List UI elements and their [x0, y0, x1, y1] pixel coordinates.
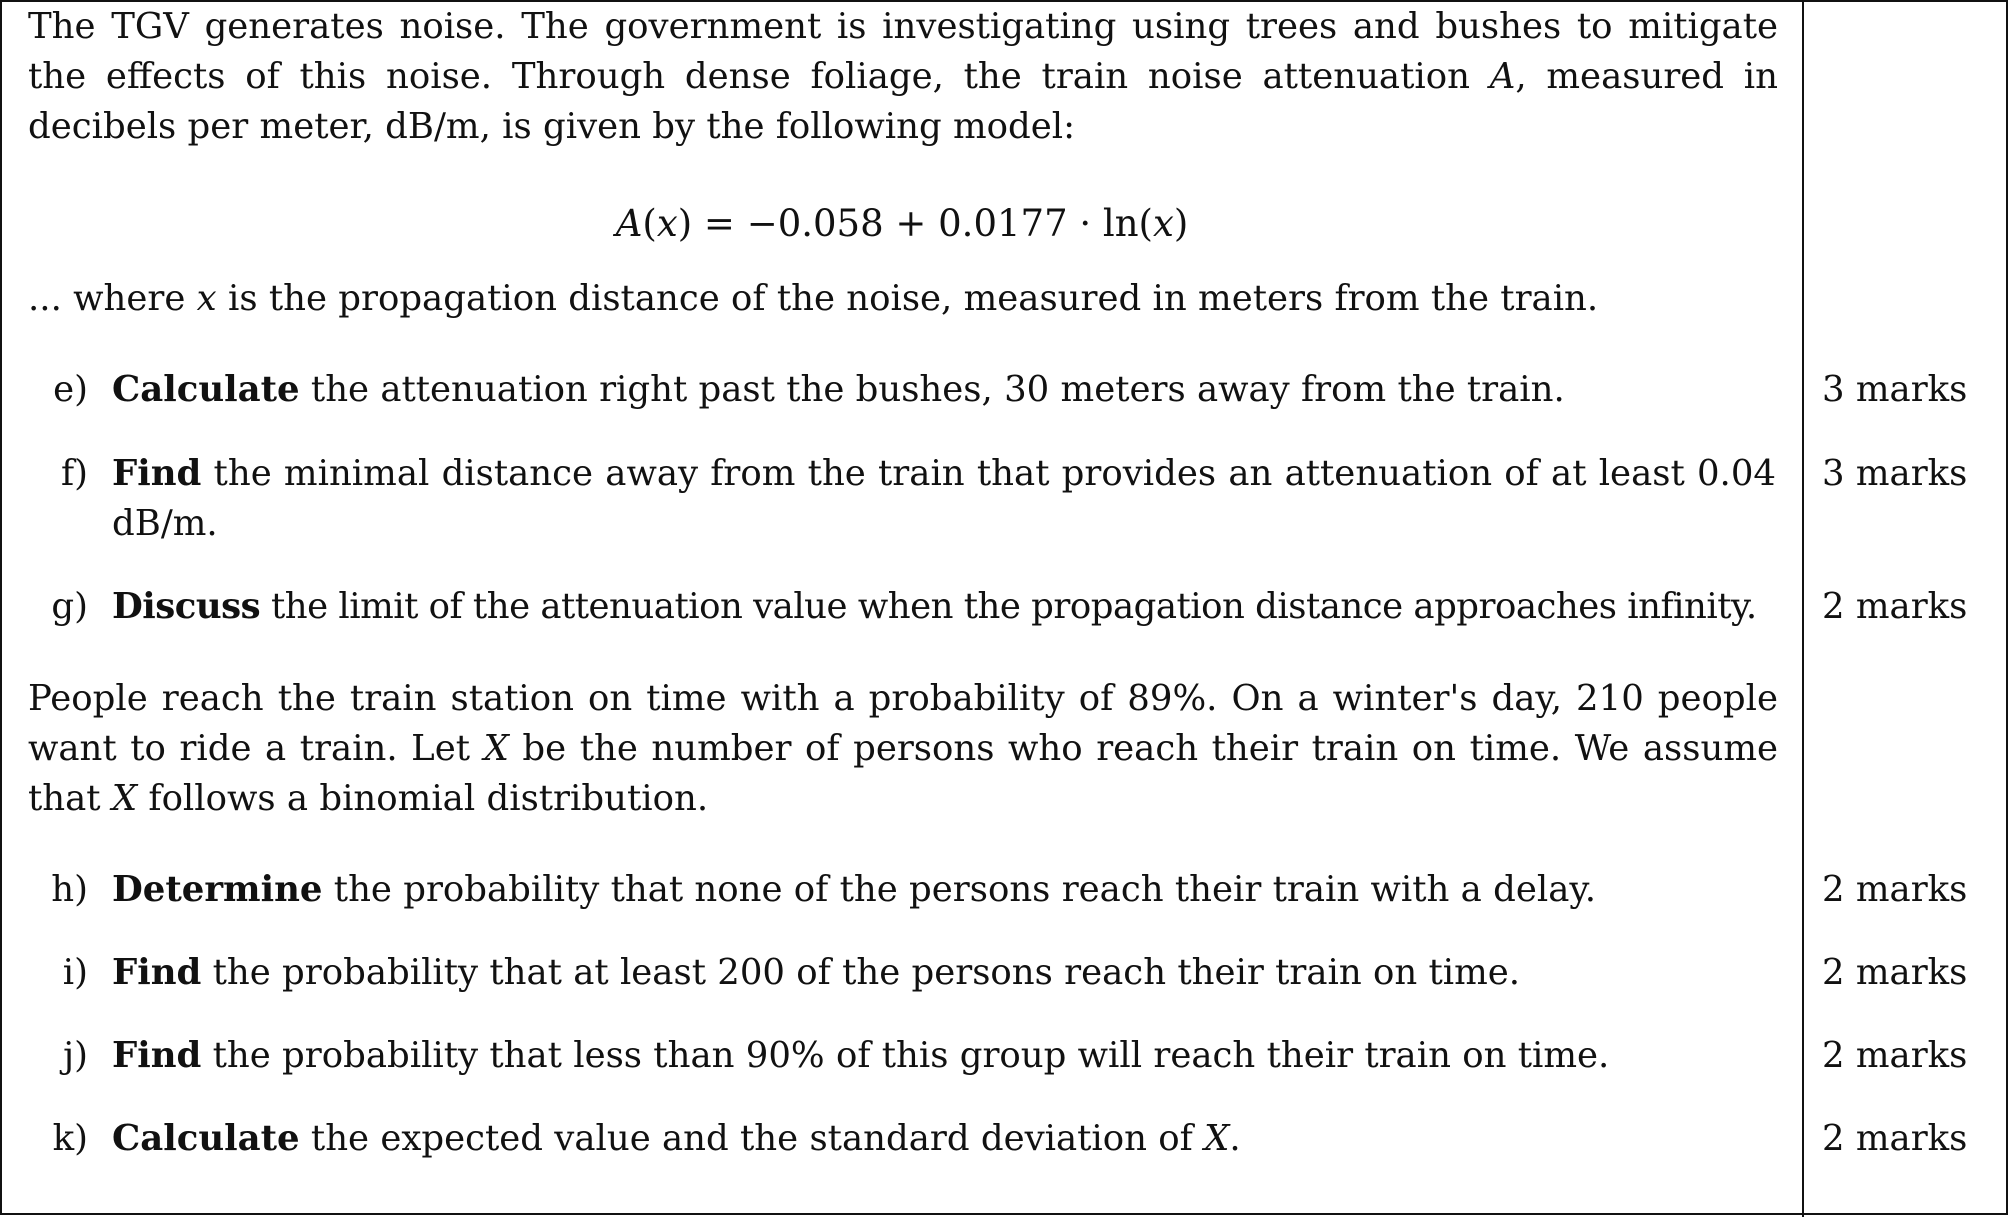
question-marks: 2 marks	[1822, 952, 1968, 993]
question-marks: 3 marks	[1822, 369, 1968, 410]
attenuation-formula	[2, 199, 1802, 249]
question-text	[112, 1031, 1776, 1081]
where-text-part: is the propagation distance of the noise, measured in meters from the train.	[216, 278, 1599, 319]
formula-part: (	[642, 202, 657, 245]
variable-a: A	[1489, 56, 1516, 97]
question-marks: 2 marks	[1822, 869, 1968, 910]
where-text-part: ... where	[28, 278, 197, 319]
question-verb: Calculate	[112, 1118, 300, 1159]
question-verb: Find	[112, 952, 202, 993]
question-body: the minimal distance away from the train that provides an attenuation of at least 0.04 dB/m.	[112, 453, 1776, 544]
where-line	[28, 274, 1778, 324]
intro-paragraph-noise	[28, 2, 1778, 152]
variable-x-capital: X	[1204, 1118, 1230, 1159]
question-verb: Calculate	[112, 369, 300, 410]
variable-x-capital: X	[483, 728, 509, 769]
question-marks: 2 marks	[1822, 1118, 1968, 1159]
question-body: the attenuation right past the bushes, 30 meters away from the train.	[299, 369, 1565, 410]
formula-x: x	[656, 202, 678, 245]
intro-text-part: be the number of persons who reach their train on time. We assume that	[28, 728, 1778, 819]
question-text	[112, 365, 1776, 415]
question-text	[112, 1114, 1776, 1164]
variable-x: x	[196, 278, 217, 319]
question-marks: 2 marks	[1822, 586, 1968, 627]
formula-x: x	[1153, 202, 1174, 245]
question-verb: Discuss	[112, 586, 261, 627]
question-letter: j)	[63, 1035, 88, 1076]
question-letter: g)	[51, 586, 88, 627]
question-text	[112, 449, 1776, 549]
question-body: the limit of the attenuation value when the propagation distance approaches infinity.	[260, 586, 1757, 627]
question-text	[112, 582, 1776, 632]
question-body: the probability that none of the persons reach their train with a delay.	[322, 869, 1596, 910]
question-letter: k)	[52, 1118, 88, 1159]
question-text	[112, 865, 1776, 915]
formula-a: A	[615, 202, 643, 245]
question-marks: 2 marks	[1822, 1035, 1968, 1076]
question-body: the expected value and the standard deviation of	[299, 1118, 1205, 1159]
intro-text-part: People reach the train station on time with a probability of 89%. On a winter's day, 210 people want to ride a train. Let	[28, 678, 1778, 769]
variable-x-capital: X	[111, 778, 138, 819]
question-tail: .	[1229, 1118, 1241, 1159]
question-letter: e)	[53, 369, 88, 410]
intro-text-part: The TGV generates noise. The government is investigating using trees and bushes to mitigate the effects of this noise. Through dense foliage, the train noise attenuation	[28, 6, 1778, 97]
intro-text-part: follows a binomial distribution.	[137, 778, 709, 819]
formula-part: )	[1173, 202, 1189, 245]
intro-paragraph-probability	[28, 674, 1778, 824]
question-verb: Find	[112, 453, 202, 494]
intro-text-part: , measured in decibels per meter, dB/m, is given by the following model:	[28, 56, 1778, 147]
question-verb: Find	[112, 1035, 202, 1076]
question-marks: 3 marks	[1822, 453, 1968, 494]
question-letter: i)	[62, 952, 88, 993]
question-letter: f)	[61, 453, 88, 494]
formula-part: ) = −0.058 + 0.0177 · ln(	[677, 202, 1153, 245]
question-body: the probability that at least 200 of the persons reach their train on time.	[201, 952, 1521, 993]
question-body: the probability that less than 90% of this group will reach their train on time.	[201, 1035, 1610, 1076]
question-verb: Determine	[112, 869, 323, 910]
question-letter: h)	[51, 869, 88, 910]
marks-column-divider	[1802, 2, 1804, 1217]
question-text	[112, 948, 1776, 998]
